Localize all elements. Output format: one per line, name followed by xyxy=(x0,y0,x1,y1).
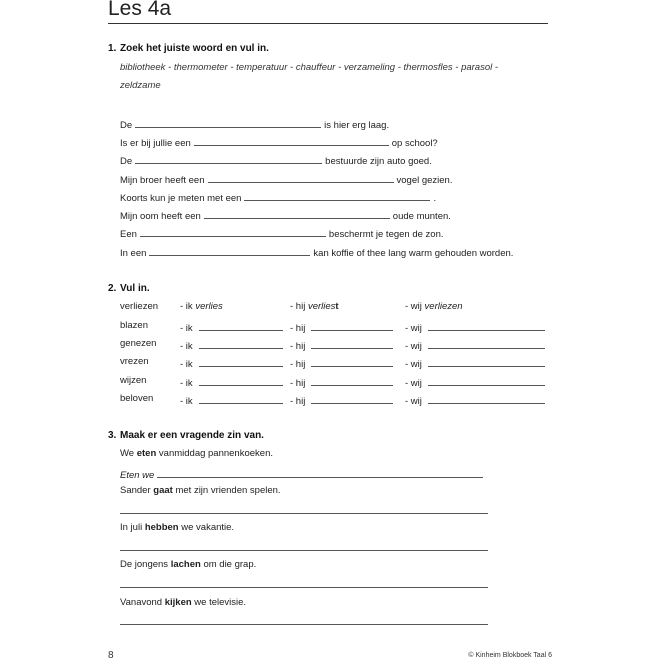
hij-cell xyxy=(290,393,393,407)
sentence-verb: gaat xyxy=(153,485,173,496)
wij-answer-line[interactable] xyxy=(428,338,545,349)
verb-row-label: beloven xyxy=(120,393,154,404)
ik-answer-line[interactable] xyxy=(199,393,283,404)
sentence-after: vogel gezien. xyxy=(396,175,453,186)
hij-example-ending: t xyxy=(335,301,339,312)
hij-cell xyxy=(290,338,393,352)
verb-row-label: genezen xyxy=(120,338,157,349)
sentence-pre: De jongens xyxy=(120,559,171,570)
q3-sentence-3 xyxy=(120,522,234,536)
hij-label: - hij xyxy=(290,323,306,334)
wij-label: - wij xyxy=(405,301,422,312)
question-2-heading xyxy=(108,283,150,294)
ik-cell xyxy=(180,320,283,334)
sentence-after: bestuurde zijn auto goed. xyxy=(325,156,432,167)
answer-line[interactable] xyxy=(120,624,488,625)
sentence-verb: eten xyxy=(136,448,157,459)
answer-line[interactable] xyxy=(204,208,390,219)
verb-row-label: blazen xyxy=(120,320,148,331)
sentence-post: vanmiddag pannenkoeken. xyxy=(156,448,273,459)
ik-label: - ik xyxy=(180,359,193,370)
question-2-number: 2. xyxy=(108,283,117,294)
page-number: 8 xyxy=(108,650,114,661)
sentence-after: is hier erg laag. xyxy=(324,120,390,131)
answer-line[interactable] xyxy=(140,226,326,237)
title-rule xyxy=(108,23,548,24)
sentence-pre: Sander xyxy=(120,485,154,496)
sentence-before: In een xyxy=(120,248,147,259)
answer-line[interactable] xyxy=(208,172,394,183)
q3-sentence-1 xyxy=(120,448,273,462)
example-hij xyxy=(290,301,339,312)
answer-line[interactable] xyxy=(120,587,488,588)
ik-answer-line[interactable] xyxy=(199,356,283,367)
ik-label: - ik xyxy=(180,378,193,389)
wij-cell xyxy=(405,375,545,389)
question-1-text: Zoek het juiste woord en vul in. xyxy=(120,43,269,54)
wij-label: - wij xyxy=(405,378,422,389)
answer-line[interactable] xyxy=(135,153,322,164)
q3-sentence-2 xyxy=(120,485,281,499)
q1-sentence-4 xyxy=(120,172,452,186)
hij-cell xyxy=(290,320,393,334)
wij-label: - wij xyxy=(405,323,422,334)
q3-example-answer xyxy=(120,467,486,481)
wij-label: - wij xyxy=(405,396,422,407)
ik-answer-line[interactable] xyxy=(199,375,283,386)
hij-cell xyxy=(290,375,393,389)
q3-sentence-4 xyxy=(120,559,256,573)
answer-line[interactable] xyxy=(149,245,310,256)
answer-line[interactable] xyxy=(135,117,321,128)
page-title: Les 4a xyxy=(108,0,172,20)
wij-answer-line[interactable] xyxy=(428,375,545,386)
wij-example-value: verliezen xyxy=(424,301,463,312)
hij-answer-line[interactable] xyxy=(311,356,393,367)
q1-sentence-3 xyxy=(120,153,432,167)
wij-answer-line[interactable] xyxy=(428,320,545,331)
hij-answer-line[interactable] xyxy=(311,393,393,404)
sentence-before: Koorts kun je meten met een xyxy=(120,193,242,204)
wij-label: - wij xyxy=(405,359,422,370)
ik-cell xyxy=(180,393,283,407)
wij-cell xyxy=(405,338,545,352)
wij-answer-line[interactable] xyxy=(428,393,545,404)
sentence-verb: kijken xyxy=(164,597,192,608)
question-3-number: 3. xyxy=(108,430,117,441)
sentence-before: Is er bij jullie een xyxy=(120,138,191,149)
ik-cell xyxy=(180,338,283,352)
sentence-after: . xyxy=(433,193,437,204)
answer-line[interactable] xyxy=(120,513,488,514)
word-bank-line-2: zeldzame xyxy=(120,80,161,91)
question-1-heading xyxy=(108,43,269,54)
example-ik xyxy=(180,301,223,312)
ik-label: - ik xyxy=(180,301,193,312)
hij-answer-line[interactable] xyxy=(311,320,393,331)
q1-sentence-2 xyxy=(120,135,438,149)
q3-sentence-5 xyxy=(120,597,246,611)
wij-cell xyxy=(405,356,545,370)
sentence-pre: We xyxy=(120,448,137,459)
wij-cell xyxy=(405,320,545,334)
answer-line[interactable] xyxy=(157,467,483,478)
sentence-before: De xyxy=(120,156,133,167)
example-answer-text: Eten we xyxy=(120,470,155,481)
ik-label: - ik xyxy=(180,323,193,334)
wij-cell xyxy=(405,393,545,407)
q1-sentence-1 xyxy=(120,117,389,131)
q1-sentence-7 xyxy=(120,226,444,240)
word-bank-line-1: bibliotheek - thermometer - temperatuur - chauffeur - verzameling - thermosfles - parasol - xyxy=(120,62,499,73)
hij-cell xyxy=(290,356,393,370)
ik-example-value: verlies xyxy=(195,301,223,312)
sentence-post: we televisie. xyxy=(191,597,247,608)
example-verb: verliezen xyxy=(120,301,159,312)
hij-answer-line[interactable] xyxy=(311,375,393,386)
sentence-verb: hebben xyxy=(144,522,179,533)
hij-example-value: verlies xyxy=(307,301,336,312)
verb-row-label: vrezen xyxy=(120,356,149,367)
hij-label: - hij xyxy=(290,359,306,370)
q1-sentence-5 xyxy=(120,190,436,204)
sentence-verb: lachen xyxy=(170,559,201,570)
wij-answer-line[interactable] xyxy=(428,356,545,367)
hij-label: - hij xyxy=(290,341,306,352)
ik-label: - ik xyxy=(180,341,193,352)
wij-label: - wij xyxy=(405,341,422,352)
sentence-after: op school? xyxy=(391,138,438,149)
ik-answer-line[interactable] xyxy=(199,320,283,331)
question-3-text: Maak er een vragende zin van. xyxy=(120,430,264,441)
sentence-after: beschermt je tegen de zon. xyxy=(328,229,444,240)
sentence-before: De xyxy=(120,120,133,131)
sentence-after: kan koffie of thee lang warm gehouden worden. xyxy=(313,248,514,259)
sentence-pre: Vanavond xyxy=(120,597,165,608)
answer-line[interactable] xyxy=(244,190,430,201)
sentence-pre: In juli xyxy=(120,522,145,533)
ik-answer-line[interactable] xyxy=(199,338,283,349)
copyright-text: © Kinheim Blokboek Taal 6 xyxy=(468,652,552,659)
sentence-post: we vakantie. xyxy=(178,522,235,533)
answer-line[interactable] xyxy=(194,135,389,146)
verb-row-label: wijzen xyxy=(120,375,147,386)
hij-label: - hij xyxy=(290,378,306,389)
ik-cell xyxy=(180,356,283,370)
sentence-before: Een xyxy=(120,229,137,240)
sentence-before: Mijn oom heeft een xyxy=(120,211,201,222)
q1-sentence-6 xyxy=(120,208,451,222)
q1-sentence-8 xyxy=(120,245,513,259)
example-wij xyxy=(405,301,463,312)
answer-line[interactable] xyxy=(120,550,488,551)
sentence-before: Mijn broer heeft een xyxy=(120,175,205,186)
sentence-after: oude munten. xyxy=(392,211,451,222)
question-3-heading xyxy=(108,430,264,441)
sentence-post: met zijn vrienden spelen. xyxy=(172,485,281,496)
hij-label: - hij xyxy=(290,396,306,407)
ik-label: - ik xyxy=(180,396,193,407)
sentence-post: om die grap. xyxy=(200,559,257,570)
hij-answer-line[interactable] xyxy=(311,338,393,349)
question-2-text: Vul in. xyxy=(120,283,150,294)
hij-label: - hij xyxy=(290,301,306,312)
ik-cell xyxy=(180,375,283,389)
question-1-number: 1. xyxy=(108,43,117,54)
